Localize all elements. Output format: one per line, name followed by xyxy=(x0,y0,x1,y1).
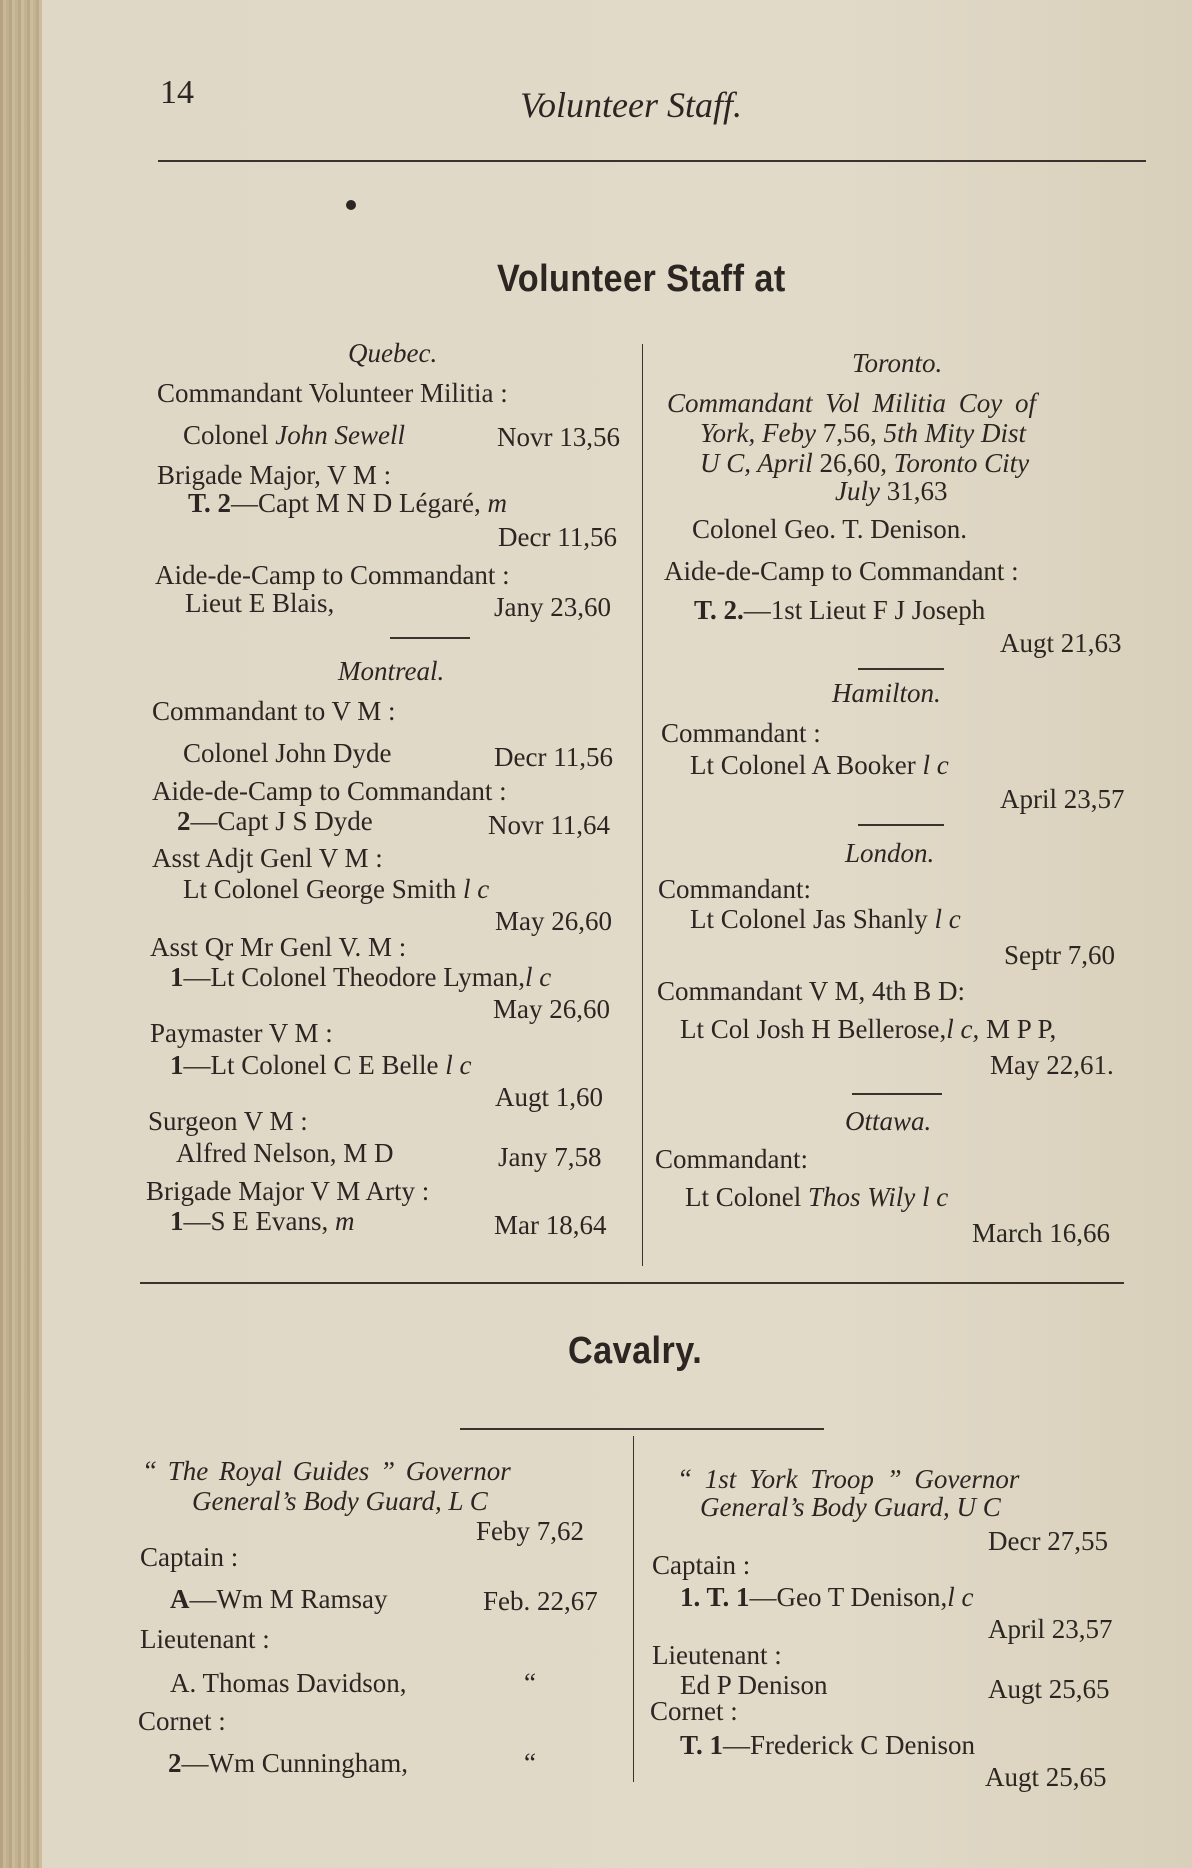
entry-text: Commandant Vol Militia Coy of xyxy=(667,388,1037,418)
entry-date: Decr 11,56 xyxy=(494,742,613,772)
entry-text: A—Wm M Ramsay xyxy=(170,1584,388,1614)
entry-text: Lt Colonel George Smith l c xyxy=(183,874,490,904)
entry-text: Commandant: xyxy=(655,1144,808,1174)
entry-text: Aide-de-Camp to Commandant : xyxy=(664,556,1019,586)
place-separator xyxy=(858,668,944,670)
entry-date: Mar 18,64 xyxy=(494,1210,607,1240)
entry-date: Feby 7,62 xyxy=(476,1516,584,1546)
entry-text: Lieutenant : xyxy=(652,1640,782,1670)
entry-text: General’s Body Guard, L C xyxy=(192,1486,488,1516)
entry-text: A. Thomas Davidson, xyxy=(170,1668,407,1698)
entry-text: Captain : xyxy=(140,1542,239,1572)
entry-text: Aide-de-Camp to Commandant : xyxy=(152,776,507,806)
entry-text: Lt Colonel A Booker l c xyxy=(690,750,949,780)
place-separator xyxy=(390,637,470,639)
entry-text: 1—Lt Colonel Theodore Lyman,l c xyxy=(170,962,552,992)
ink-dot xyxy=(346,200,356,210)
entry-text: Brigade Major V M Arty : xyxy=(146,1176,430,1206)
entry-text: Colonel John Sewell xyxy=(183,420,405,450)
entry-date: Augt 1,60 xyxy=(495,1082,603,1112)
entry-text: 2—Wm Cunningham, xyxy=(168,1748,408,1778)
section-heading-volunteer-staff: Volunteer Staff at xyxy=(497,258,786,300)
place-separator xyxy=(852,1093,942,1095)
entry-text: Colonel Geo. T. Denison. xyxy=(692,514,967,544)
entry-date: Septr 7,60 xyxy=(1004,940,1115,970)
entry-text: Commandant: xyxy=(658,874,811,904)
entry-date: Novr 13,56 xyxy=(497,422,620,452)
entry-text: T. 1—Frederick C Denison xyxy=(680,1730,975,1760)
entry-text: Ed P Denison xyxy=(680,1670,828,1700)
entry-text: Commandant to V M : xyxy=(152,696,396,726)
entry-text: Colonel John Dyde xyxy=(183,738,392,768)
entry-text: Lt Colonel Thos Wily l c xyxy=(685,1182,949,1212)
entry-text: “ xyxy=(524,1748,536,1778)
entry-text: Alfred Nelson, M D xyxy=(176,1138,394,1168)
entry-text: Commandant V M, 4th B D: xyxy=(657,976,966,1006)
header-rule xyxy=(158,160,1146,162)
entry-text: York, Feby 7,56, 5th Mity Dist xyxy=(700,418,1026,448)
entry-text: Lieut E Blais, xyxy=(185,588,335,618)
entry-text: Aide-de-Camp to Commandant : xyxy=(155,560,510,590)
entry-date: May 26,60 xyxy=(493,994,610,1024)
entry-text: 2—Capt J S Dyde xyxy=(177,806,373,836)
page-number: 14 xyxy=(160,74,194,111)
entry-text: Commandant Volunteer Militia : xyxy=(157,378,508,408)
entry-text: July 31,63 xyxy=(835,476,948,506)
entry-text: T. 2.—1st Lieut F J Joseph xyxy=(694,595,986,625)
entry-date: Augt 25,65 xyxy=(988,1674,1110,1704)
heading-toronto: Toronto. xyxy=(852,348,943,378)
section-heading-cavalry: Cavalry. xyxy=(568,1330,703,1372)
entry-text: “ 1st York Troop ” Governor xyxy=(677,1464,1020,1494)
entry-text: “ xyxy=(524,1668,536,1698)
entry-text: Asst Qr Mr Genl V. M : xyxy=(150,932,407,962)
entry-text: Lt Colonel Jas Shanly l c xyxy=(690,904,961,934)
cavalry-column-divider xyxy=(633,1436,634,1782)
heading-london: London. xyxy=(845,838,935,868)
heading-hamilton: Hamilton. xyxy=(832,678,941,708)
entry-date: May 22,61. xyxy=(990,1050,1114,1080)
entry-text: Surgeon V M : xyxy=(148,1106,308,1136)
entry-text: U C, April 26,60, Toronto City xyxy=(700,448,1030,478)
entry-date: March 16,66 xyxy=(972,1218,1110,1248)
entry-date: Augt 25,65 xyxy=(985,1762,1107,1792)
heading-montreal: Montreal. xyxy=(338,656,445,686)
section-rule xyxy=(140,1282,1124,1284)
entry-text: T. 2—Capt M N D Légaré, m xyxy=(188,488,507,518)
entry-date: Augt 21,63 xyxy=(1000,628,1122,658)
running-title: Volunteer Staff. xyxy=(520,85,742,125)
page-binding xyxy=(0,0,42,1868)
entry-text: Captain : xyxy=(652,1550,751,1580)
entry-date: April 23,57 xyxy=(1000,784,1125,814)
entry-text: Cornet : xyxy=(138,1706,226,1736)
entry-text: Lieutenant : xyxy=(140,1624,270,1654)
entry-date: May 26,60 xyxy=(495,906,612,936)
heading-quebec: Quebec. xyxy=(348,338,438,368)
entry-date: Decr 11,56 xyxy=(498,522,617,552)
entry-text: Paymaster V M : xyxy=(150,1018,333,1048)
entry-text: “ The Royal Guides ” Governor xyxy=(142,1456,511,1486)
entry-date: Novr 11,64 xyxy=(488,810,610,840)
entry-text: General’s Body Guard, U C xyxy=(700,1492,1001,1522)
entry-text: Asst Adjt Genl V M : xyxy=(152,843,383,873)
entry-text: 1—Lt Colonel C E Belle l c xyxy=(170,1050,472,1080)
entry-text: 1—S E Evans, m xyxy=(170,1206,355,1236)
entry-text: 1. T. 1—Geo T Denison,l c xyxy=(680,1582,974,1612)
entry-text: Cornet : xyxy=(650,1696,738,1726)
entry-date: Jany 23,60 xyxy=(494,592,611,622)
entry-date: April 23,57 xyxy=(988,1614,1113,1644)
entry-date: Decr 27,55 xyxy=(988,1526,1108,1556)
entry-text: Brigade Major, V M : xyxy=(157,460,392,490)
entry-date: Feb. 22,67 xyxy=(483,1586,598,1616)
column-divider xyxy=(642,344,643,1266)
heading-ottawa: Ottawa. xyxy=(845,1106,932,1136)
entry-date: Jany 7,58 xyxy=(498,1142,602,1172)
place-separator xyxy=(858,824,944,826)
entry-text: Commandant : xyxy=(661,718,821,748)
cavalry-rule xyxy=(460,1428,824,1430)
entry-text: Lt Col Josh H Bellerose,l c, M P P, xyxy=(680,1014,1057,1044)
